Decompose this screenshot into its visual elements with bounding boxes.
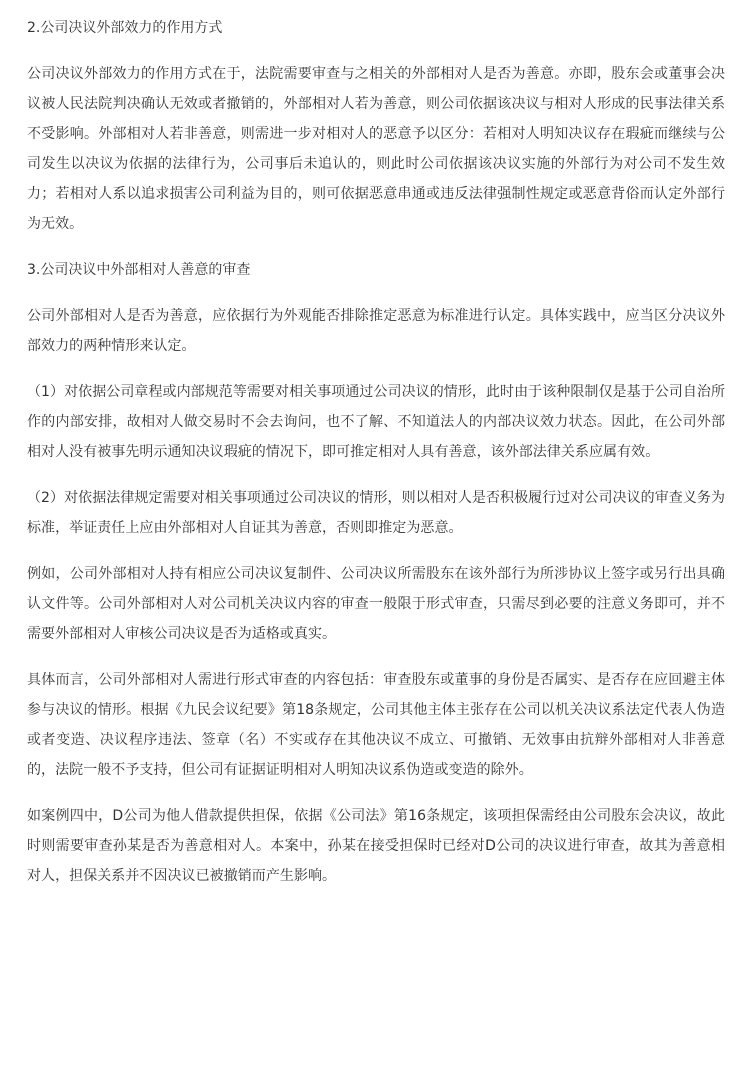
section-2-paragraph-1: 公司决议外部效力的作用方式在于，法院需要审查与之相关的外部相对人是否为善意。亦即，股东会或董事会决议被人民法院判决确认无效或者撤销的，外部相对人若为善意，则公司依据该决议与相对人形成的民事法律关系不受影响。外部相对人若非善意，则需进一步对相对人的恶意予以区分：若相对人明知决议存在瑕疵而继续与公司发生以决议为依据的法律行为，公司事后未追认的，则此时公司依据该决议实施的外部行为对公司不发生效力；若相对人系以追求损害公司利益为目的，则可依据恶意串通或违反法律强制性规定或恶意背俗而认定外部行为无效。 — [27, 66, 725, 232]
section-3-paragraph-4: 例如，公司外部相对人持有相应公司决议复制件、公司决议所需股东在该外部行为所涉协议上签字或另行出具确认文件等。公司外部相对人对公司机关决议内容的审查一般限于形式审查，只需尽到必要的注意义务即可，并不需要外部相对人审核公司决议是否为适格或真实。 — [27, 566, 725, 642]
section-3-paragraph-3: （2）对依据法律规定需要对相关事项通过公司决议的情形，则以相对人是否积极履行过对公司决议的审查义务为标准，举证责任上应由外部相对人自证其为善意，否则即推定为恶意。 — [27, 490, 725, 536]
section-2-heading: 2.公司决议外部效力的作用方式 — [27, 20, 223, 36]
section-3-paragraph-6: 如案例四中，D公司为他人借款提供担保，依据《公司法》第16条规定，该项担保需经由公司股东会决议，故此时则需要审查孙某是否为善意相对人。本案中，孙某在接受担保时已经对D公司的决议进行审查，故其为善意相对人，担保关系并不因决议已被撤销而产生影响。 — [27, 808, 725, 884]
section-3-heading: 3.公司决议中外部相对人善意的审查 — [27, 262, 251, 278]
section-3-paragraph-1: 公司外部相对人是否为善意，应依据行为外观能否排除推定恶意为标准进行认定。具体实践中，应当区分决议外部效力的两种情形来认定。 — [27, 308, 725, 354]
section-3-paragraph-5: 具体而言，公司外部相对人需进行形式审查的内容包括：审查股东或董事的身份是否属实、是否存在应回避主体参与决议的情形。根据《九民会议纪要》第18条规定，公司其他主体主张存在公司以机关决议系法定代表人伪造或者变造、决议程序违法、签章（名）不实或存在其他决议不成立、可撤销、无效事由抗辩外部相对人非善意的，法院一般不予支持，但公司有证据证明相对人明知决议系伪造或变造的除外。 — [27, 672, 725, 778]
section-3-paragraph-2: （1）对依据公司章程或内部规范等需要对相关事项通过公司决议的情形，此时由于该种限制仅是基于公司自治所作的内部安排，故相对人做交易时不会去询问，也不了解、不知道法人的内部决议效力状态。因此，在公司外部相对人没有被事先明示通知决议瑕疵的情况下，即可推定相对人具有善意，该外部法律关系应属有效。 — [27, 384, 725, 460]
